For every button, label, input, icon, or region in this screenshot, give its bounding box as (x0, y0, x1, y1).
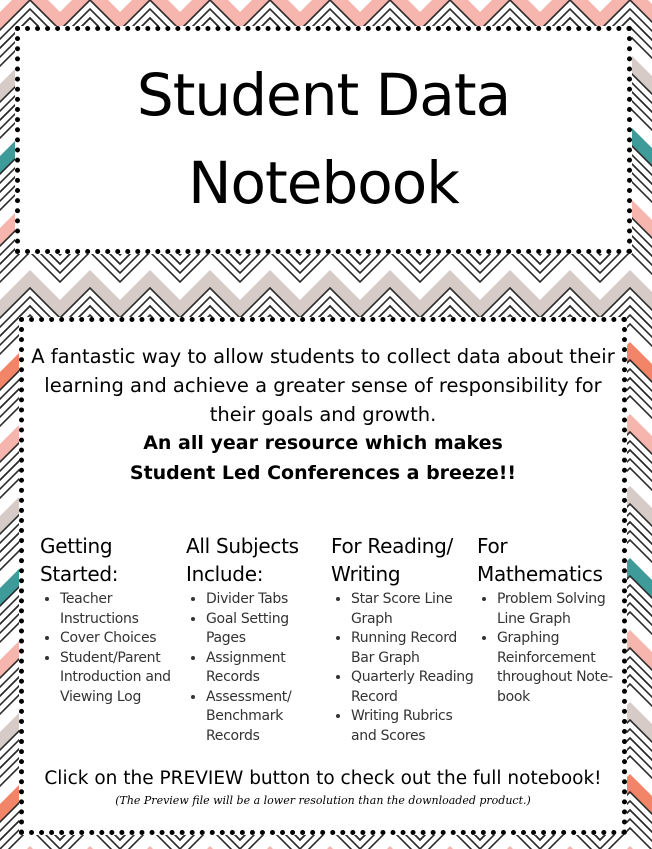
column-all-subjects (186, 532, 331, 746)
emphasis-line-2: Student Led Conferences a breeze!! (129, 462, 517, 484)
feature-list (477, 590, 617, 707)
list-item: • Graphing Reinforcement throughout Note-book (497, 629, 617, 707)
column-heading: Getting Started: (40, 534, 119, 586)
feature-list (40, 590, 185, 707)
list-item: • Writing Rubrics and Scores (351, 707, 476, 746)
emphasis-line-1: An all year resource which makes (143, 432, 503, 454)
preview-call-to-action: Click on the PREVIEW button to check out the full notebook! (44, 768, 602, 789)
column-getting-started (40, 532, 185, 707)
title-line-1: Student Data (136, 61, 511, 129)
list-item: • Teacher Instructions (60, 590, 185, 629)
feature-list (186, 590, 331, 746)
list-item: • Assignment Records (206, 649, 331, 688)
list-item: • Cover Choices (60, 629, 185, 649)
column-heading: For Reading/ Writing (331, 534, 453, 586)
list-item: • Student/Parent Introduction and Viewing Log (60, 649, 185, 708)
title-line-2: Notebook (188, 149, 459, 217)
list-item: • Divider Tabs (206, 590, 331, 610)
list-item: • Star Score Line Graph (351, 590, 476, 629)
preview-note: (The Preview file will be a lower resolution than the downloaded product.) (115, 794, 531, 807)
list-item: • Problem Solving Line Graph (497, 590, 617, 629)
list-item: • Goal Setting Pages (206, 610, 331, 649)
list-item: • Assessment/ Benchmark Records (206, 688, 331, 747)
content-panel (19, 317, 627, 835)
feature-list (331, 590, 476, 746)
intro-text: A fantastic way to allow students to collect data about their learning and achieve a greater sense of responsibility for their goals and growth. (31, 345, 615, 426)
column-mathematics (477, 532, 617, 707)
list-item: • Running Record Bar Graph (351, 629, 476, 668)
column-heading: All Subjects Include: (186, 534, 299, 586)
column-reading-writing (331, 532, 476, 746)
column-heading: For Mathematics (477, 534, 603, 586)
title-panel (15, 26, 632, 254)
list-item: • Quarterly Reading Record (351, 668, 476, 707)
